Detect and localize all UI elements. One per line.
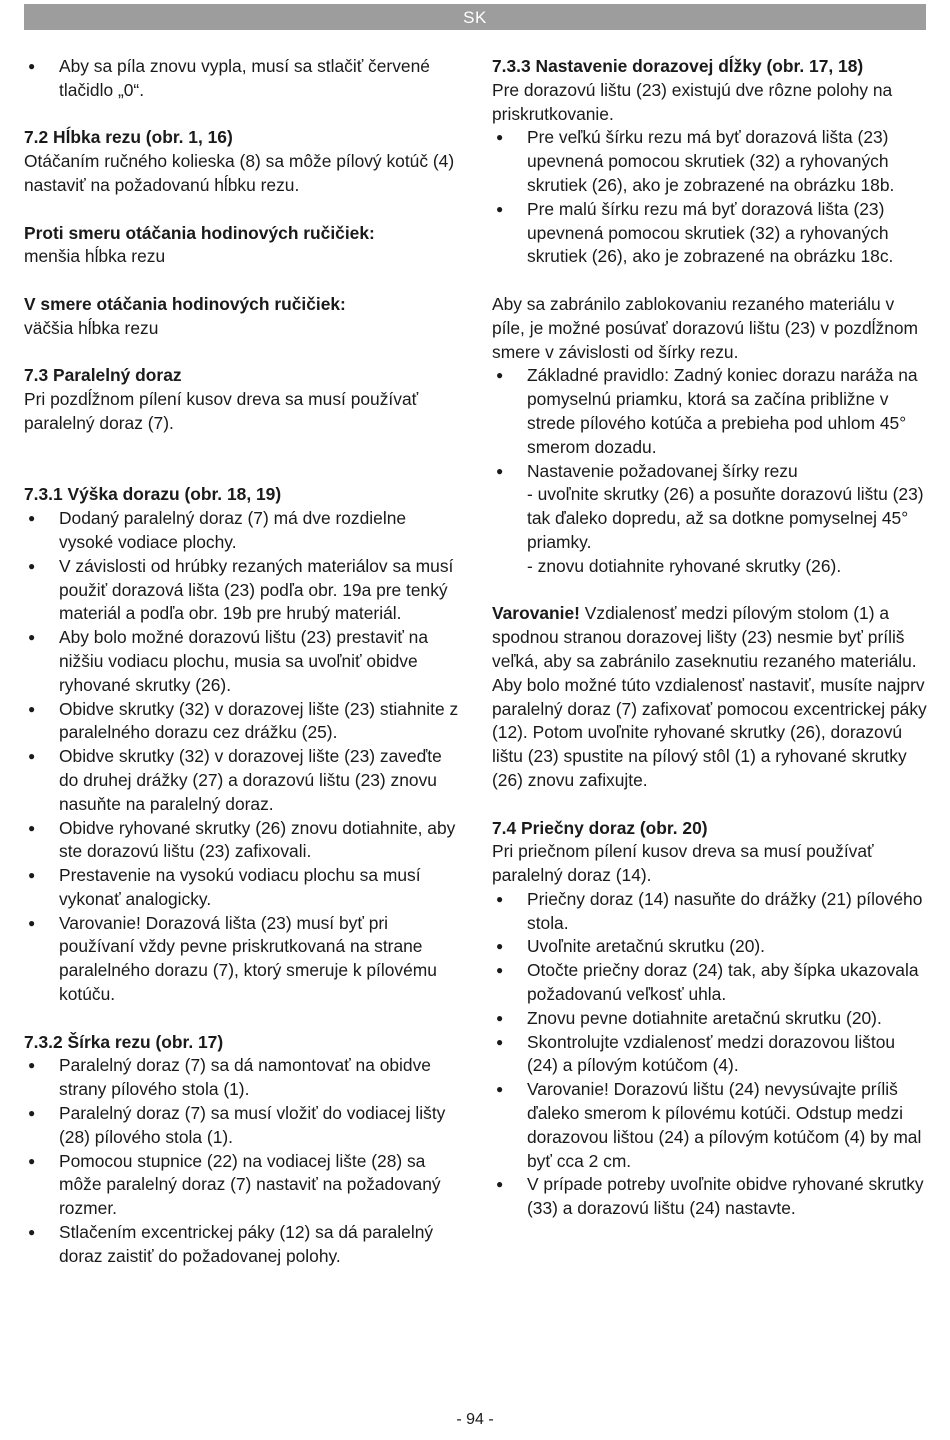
list-line: - znovu dotiahnite ryhované skrutky (26). <box>527 555 842 576</box>
list-item: ● Paralelný doraz (7) sa musí vložiť do vodiacej lišty (28) pílového stola (1). <box>28 1103 446 1147</box>
bullet-icon: ● <box>28 1058 36 1073</box>
bullet-icon: ● <box>496 201 504 216</box>
bullet-icon: ● <box>496 130 504 145</box>
list-line: - uvoľnite skrutky (26) a posuňte dorazovú lištu (23) tak ďaleko dopredu, až sa dotkne pomyselnej 45° priamky. <box>527 484 924 552</box>
language-code: SK <box>463 8 487 27</box>
paragraph: menšia hĺbka rezu <box>24 246 166 267</box>
subheading: Proti smeru otáčania hodinových ručičiek: <box>24 222 375 243</box>
section-7-3 <box>24 364 462 435</box>
list-item: ● Pre veľkú šírku rezu má byť dorazová lišta (23) upevnená pomocou skrutiek (32) a ryhovaných skrutiek (26), ako je zobrazené na obrázku 18b. <box>496 127 895 195</box>
bullet-icon: ● <box>28 1225 36 1240</box>
bullet-icon: ● <box>496 368 504 383</box>
bullet-icon: ● <box>28 820 36 835</box>
section-7-2 <box>24 126 462 197</box>
list-item: ● Obidve skrutky (32) v dorazovej lište (23) zaveďte do druhej drážky (27) a dorazovú lištu (23) znovu nasuňte na paralelný doraz. <box>28 746 442 814</box>
bullet-icon: ● <box>496 463 504 478</box>
list-item: ● Dodaný paralelný doraz (7) má dve rozdielne vysoké vodiace plochy. <box>28 508 407 552</box>
list-item: ● Prestavenie na vysokú vodiacu plochu sa musí vykonať analogicky. <box>28 865 421 909</box>
paragraph: Pre dorazovú lištu (23) existujú dve rôzne polohy na priskrutkovanie. <box>492 79 893 124</box>
bullet-icon: ● <box>496 1177 504 1192</box>
section-heading: 7.3 Paralelný doraz <box>24 365 182 386</box>
bullet-list <box>24 1054 462 1268</box>
list-item: ● Priečny doraz (14) nasuňte do drážky (21) pílového stola. <box>496 888 923 933</box>
paragraph: Otáčaním ručného kolieska (8) sa môže pílový kotúč (4) nastaviť na požadovanú hĺbku rezu. <box>24 151 455 195</box>
list-item: ● Obidve ryhované skrutky (26) znovu dotiahnite, aby ste dorazovú lištu (23) zafixovali. <box>28 817 456 862</box>
section-heading: 7.3.1 Výška dorazu (obr. 18, 19) <box>24 484 282 505</box>
list-item: ● Varovanie! Dorazovú lištu (24) nevysúvajte príliš ďaleko smerom k pílovému kotúči. Odstup medzi dorazovou lištou (24) a pílovým kotúčom (4) by mal byť cca 2 cm. <box>496 1079 922 1171</box>
section-heading: 7.4 Priečny doraz (obr. 20) <box>492 817 708 838</box>
bullet-icon: ● <box>28 868 36 883</box>
list-item: ● Varovanie! Dorazová lišta (23) musí byť pri používaní vždy pevne priskrutkovaná na strane paralelného dorazu (7), ktorý smeruje k pílovému kotúču. <box>28 912 437 1005</box>
page-number: - 94 - <box>456 1411 494 1428</box>
bullet-icon: ● <box>496 963 504 978</box>
warning-text: Vzdialenosť medzi pílovým stolom (1) a spodnou stranou dorazovej lišty (23) nesmie byť príliš veľká, aby sa zabránilo zaseknutiu rezaného materiálu. Aby bolo možné túto vzdialenosť nastaviť, musíte najprv paralelný doraz (7) zafixovať pomocou excentrickej páky (12). Potom uvoľnite ryhované skrutky (26), dorazovú lištu (23) spustite na pílový stôl (1) a ryhované skrutky (26) znovu zafixujte. <box>492 603 927 790</box>
paragraph: Aby sa zabránilo zablokovaniu rezaného materiálu v píle, je možné posúvať dorazovú lištu (23) v pozdĺžnom smere v závislosti od šírky rezu. <box>492 293 919 362</box>
clockwise-block <box>24 293 462 341</box>
list-item: ● Uvoľnite aretačnú skrutku (20). <box>492 935 928 959</box>
paragraph: Pri priečnom pílení kusov dreva sa musí používať paralelný doraz (14). <box>492 841 874 886</box>
bullet-icon: ● <box>28 749 36 764</box>
right-column <box>492 55 928 1221</box>
bullet-list <box>492 126 928 269</box>
section-heading: 7.3.2 Šírka rezu (obr. 17) <box>24 1031 224 1052</box>
bullet-icon: ● <box>28 915 36 930</box>
list-item <box>492 460 928 579</box>
list-item: ● V prípade potreby uvoľnite obidve ryhované skrutky (33) a dorazovú lištu (24) nastavte. <box>496 1174 924 1219</box>
list-item: ● Otočte priečny doraz (24) tak, aby šípka ukazovala požadovanú veľkosť uhla. <box>496 960 919 1005</box>
bullet-icon: ● <box>28 630 36 645</box>
list-item: ● Znovu pevne dotiahnite aretačnú skrutku (20). <box>492 1007 928 1031</box>
bullet-icon: ● <box>496 1010 504 1025</box>
list-item: ● Aby bolo možné dorazovú lištu (23) prestaviť na nižšiu vodiacu plochu, musia sa uvoľniť obidve ryhované skrutky (26). <box>28 627 429 695</box>
section-7-3-2 <box>24 1031 462 1269</box>
left-column <box>24 55 462 1269</box>
bullet-icon: ● <box>496 1082 504 1097</box>
intro-block <box>24 55 462 103</box>
bullet-icon: ● <box>28 1106 36 1121</box>
bullet-icon: ● <box>496 939 504 954</box>
section-heading: 7.3.3 Nastavenie dorazovej dĺžky (obr. 17, 18) <box>492 56 864 76</box>
section-heading: 7.2 Hĺbka rezu (obr. 1, 16) <box>24 127 233 148</box>
bullet-icon: ● <box>28 511 36 526</box>
list-item: ● Skontrolujte vzdialenosť medzi dorazovou lištou (24) a pílovým kotúčom (4). <box>496 1031 896 1076</box>
bullet-list <box>492 364 928 578</box>
bullet-icon: ● <box>28 1153 36 1168</box>
bullet-icon: ● <box>496 891 504 906</box>
counterclockwise-block <box>24 222 462 270</box>
section-7-3-3 <box>492 55 928 269</box>
intro-bullet-list <box>24 55 462 103</box>
list-item: ● Pre malú šírku rezu má byť dorazová lišta (23) upevnená pomocou skrutiek (32) a ryhovaných skrutiek (26), ako je zobrazené na obrázku 18c. <box>496 198 894 267</box>
paragraph: Pri pozdĺžnom pílení kusov dreva sa musí používať paralelný doraz (7). <box>24 389 419 433</box>
list-item: ● Obidve skrutky (32) v dorazovej lište (23) stiahnite z paralelného dorazu cez drážku (25). <box>28 698 459 743</box>
warning-label: Varovanie! <box>492 603 580 624</box>
bullet-list <box>492 888 928 1221</box>
section-7-4 <box>492 817 928 1222</box>
blocking-prevention-block <box>492 293 928 579</box>
section-7-3-1 <box>24 483 462 1007</box>
bullet-icon: ● <box>496 1034 504 1049</box>
warning-block <box>492 602 928 792</box>
list-item: ● Pomocou stupnice (22) na vodiacej lište (28) sa môže paralelný doraz (7) nastaviť na požadovaný rozmer. <box>28 1150 441 1219</box>
bullet-icon: ● <box>28 59 36 73</box>
list-item: ● Aby sa píla znovu vypla, musí sa stlačiť červené tlačidlo „0“. <box>28 56 430 100</box>
list-item: ● Základné pravidlo: Zadný koniec dorazu naráža na pomyselnú priamku, ktorá sa začína približne v strede pílového kotúča a prebieha pod uhlom 45° smerom dozadu. <box>496 365 918 457</box>
language-header-bar <box>24 4 926 30</box>
list-item: ● V závislosti od hrúbky rezaných materiálov sa musí použiť dorazová lišta (23) podľa obr. 19a pre tenký materiál a podľa obr. 19b pre hrubý materiál. <box>28 555 454 624</box>
list-item: ● Stlačením excentrickej páky (12) sa dá paralelný doraz zaistiť do požadovanej polohy. <box>28 1222 434 1266</box>
paragraph <box>492 602 928 792</box>
bullet-icon: ● <box>28 558 36 573</box>
list-line: Nastavenie požadovanej šírky rezu <box>527 460 798 481</box>
list-item: ● Paralelný doraz (7) sa dá namontovať na obidve strany pílového stola (1). <box>28 1055 431 1100</box>
bullet-list <box>24 507 462 1007</box>
subheading: V smere otáčania hodinových ručičiek: <box>24 293 346 314</box>
paragraph: väčšia hĺbka rezu <box>24 317 159 338</box>
bullet-icon: ● <box>28 701 36 716</box>
